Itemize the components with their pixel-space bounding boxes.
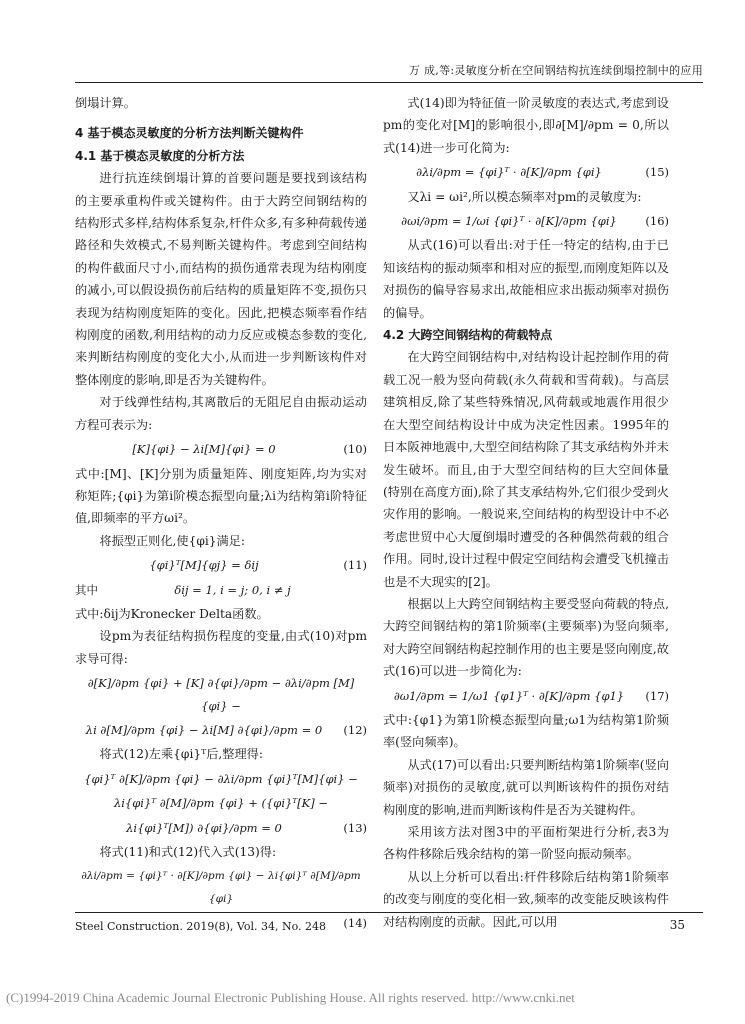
equation-12-number: (12) (343, 722, 367, 737)
paragraph-truss-analysis: 采用该方法对图3中的平面桁架进行分析,表3为各构件移除后残余结构的第一阶竖向振动频率。 (383, 825, 669, 862)
equation-17-body: ∂ω1/∂pm = 1/ω1 {φ1}ᵀ · ∂[K]/∂pm {φ1} (393, 688, 625, 703)
equation-16-body: ∂ωi/∂pm = 1/ωi {φi}ᵀ · ∂[K]/∂pm {φi} (401, 214, 617, 229)
paragraph-left-multiply: 将式(12)左乘{φi}ᵀ后,整理得: (99, 747, 263, 762)
journal-citation: Steel Construction. 2019(8), Vol. 34, No. 248 (75, 920, 326, 933)
paragraph-kronecker: 式中:δij为Kronecker Delta函数。 (75, 606, 269, 621)
equation-11-body: {φi}ᵀ[M]{φj} = δij (149, 558, 259, 573)
equation-10-body: [K]{φi} − λi[M]{φi} = 0 (132, 442, 276, 457)
subsection-heading-4-2: 4.2 大跨空间钢结构的荷载特点 (383, 328, 553, 343)
left-column (75, 92, 367, 937)
paragraph-key-members: 进行抗连续倒塌计算的首要问题是要找到该结构的主要承重构件或关键构件。由于大跨空间钢结构的结构形式多样,结构体系复杂,杆件众多,有多种荷载传递路径和失效模式,不易判断关键构件。考虑到空间结构的构件截面尺寸小,而结构的损伤通常表现为结构刚度的减小,可以假设损伤前后结构的质量矩阵不变,损伤只表现为结构刚度矩阵的变化。因此,把模态频率看作结构刚度的函数,利用结构的动力反应或模态参数的变化,来判断结构刚度的变化大小,从而进一步判断该构件对整体刚度的影响,即是否为关键构件。 (75, 171, 367, 387)
equation-14 (75, 865, 367, 910)
paragraph-from-eq17: 从式(17)可以看出:只要判断结构第1阶频率(竖向频率)对损伤的灵敏度,就可以判断该构件的损伤对结构刚度的影响,进而判断该构件是否为关键构件。 (383, 757, 669, 817)
paragraph-where-17: 式中:{φ1}为第1阶模态振型向量;ω1为结构第1阶频率(竖向频率)。 (383, 712, 669, 750)
equation-12-body-1: ∂[K]/∂pm {φi} + [K] ∂{φi}/∂pm − ∂λi/∂pm [M]{φi} − (87, 676, 355, 713)
equation-13-line-3 (75, 817, 367, 839)
paragraph-substitute: 将式(11)和式(12)代入式(13)得: (99, 845, 277, 859)
equation-16-number: (16) (645, 214, 669, 229)
delta-formula: δij = 1, i = j; 0, i ≠ j (174, 582, 291, 597)
paragraph-motion-equation: 对于线弹性结构,其离散后的无阻尼自由振动运动方程可表示为: (75, 395, 367, 432)
equation-10 (75, 438, 367, 460)
equation-15-number: (15) (645, 165, 669, 180)
equation-15 (383, 161, 669, 183)
equation-12-line-2 (75, 719, 367, 741)
equation-17 (383, 685, 669, 707)
equation-15-body: ∂λi/∂pm = {φi}ᵀ · ∂[K]/∂pm {φi} (416, 165, 602, 180)
paragraph-from-eq16: 从式(16)可以看出:对于任一特定的结构,由于已知该结构的振动频率和相对应的振型,而刚度矩阵以及对损伤的偏导容易求出,故能相应求出振动频率对损伤的偏导。 (383, 238, 669, 320)
equation-13-body-3: λi{φi}ᵀ[M]) ∂{φi}/∂pm = 0 (126, 820, 282, 835)
paragraph-vertical-frequency: 根据以上大跨空间钢结构主要受竖向荷载的特点,大跨空间钢结构的第1阶频率(主要频率)为竖向频率,对大跨空间钢结构起控制作用的也主要是竖向刚度,故式(16)可以进一步简化为: (383, 596, 669, 679)
equation-13-number: (13) (343, 820, 367, 835)
page-number: 35 (669, 918, 685, 932)
subsection-heading-4-1: 4.1 基于模态灵敏度的分析方法 (75, 148, 245, 163)
equation-13-line-2 (75, 792, 367, 814)
equation-14-number: (14) (343, 916, 367, 931)
equation-11 (75, 554, 367, 576)
equation-10-number: (10) (343, 442, 367, 457)
equation-12-body-2: λi ∂[M]/∂pm {φi} − λi[M] ∂{φi}/∂pm = 0 (85, 722, 323, 737)
paragraph-load-characteristics: 在大跨空间钢结构中,对结构设计起控制作用的荷载工况一般为竖向荷载(永久荷载和雪荷载)。与高层建筑相反,除了某些特殊情况,风荷载或地震作用很少在大型空间结构设计中成为决定性因素。1995年的日本阪神地震中,大型空间结构除了其支承结构外并未发生破坏。而且,由于大型空间结构的巨大空间体量(特别在高度方面),除了其支承结构外,它们很少受到火灾作用的影响。一般说来,空间结构的构型设计中不必考虑世贸中心大厦倒塌时遭受的各种偶然荷载的组合作用。同时,设计过程中假定空间结构会遭受飞机撞击也是不大现实的[2]。 (383, 350, 669, 589)
paragraph-conclusion: 从以上分析可以看出:杆件移除后结构第1阶频率的改变与刚度的变化相一致,频率的改变能反映该构件对结构刚度的贡献。因此,可以用 (383, 869, 669, 929)
equation-13-body-1: {φi}ᵀ ∂[K]/∂pm {φi} − ∂λi/∂pm {φi}ᵀ[M]{φi} − (84, 771, 358, 786)
running-header: 万 成,等:灵敏度分析在空间钢结构抗连续倒塌控制中的应用 (408, 64, 703, 77)
delta-label: 其中 (75, 582, 98, 597)
copyright-notice: (C)1994-2019 China Academic Journal Electronic Publishing House. All rights reserved. http://www.cnki.net (6, 990, 575, 1005)
right-column (383, 92, 669, 933)
paragraph-normalize: 将振型正则化,使{φi}满足: (99, 533, 245, 548)
delta-definition (75, 579, 367, 601)
equation-13-line-1 (75, 768, 367, 790)
section-heading-4: 4 基于模态灵敏度的分析方法判断关键构件 (75, 126, 304, 141)
equation-12-line-1 (75, 672, 367, 717)
equation-11-number: (11) (343, 558, 367, 573)
paragraph-frequency-sensitivity: 又λi = ωi²,所以模态频率对pm的灵敏度为: (407, 189, 642, 204)
footer-divider (75, 912, 703, 913)
equation-17-number: (17) (645, 688, 669, 703)
paragraph-where-10: 式中:[M]、[K]分别为质量矩阵、刚度矩阵,均为实对称矩阵;{φi}为第i阶模态振型向量;λi为结构第i阶特征值,即频率的平方ωi²。 (75, 466, 367, 526)
paragraph-first-order: 式(14)即为特征值一阶灵敏度的表达式,考虑到设pm的变化对[M]的影响很小,即∂[M]/∂pm = 0,所以式(14)进一步可化简为: (383, 96, 669, 155)
equation-13-body-2: λi{φi}ᵀ ∂[M]/∂pm {φi} + ({φi}ᵀ[K] − (113, 796, 329, 811)
equation-16 (383, 210, 669, 232)
paragraph-derivative: 设pm为表征结构损伤程度的变量,由式(10)对pm求导可得: (75, 629, 367, 666)
equation-14-body: ∂λi/∂pm = {φi}ᵀ · ∂[K]/∂pm {φi} − λi{φi}ᵀ ∂[M]/∂pm {φi} (81, 870, 361, 905)
header-divider (75, 82, 703, 83)
paragraph-continued: 倒塌计算。 (75, 96, 136, 110)
